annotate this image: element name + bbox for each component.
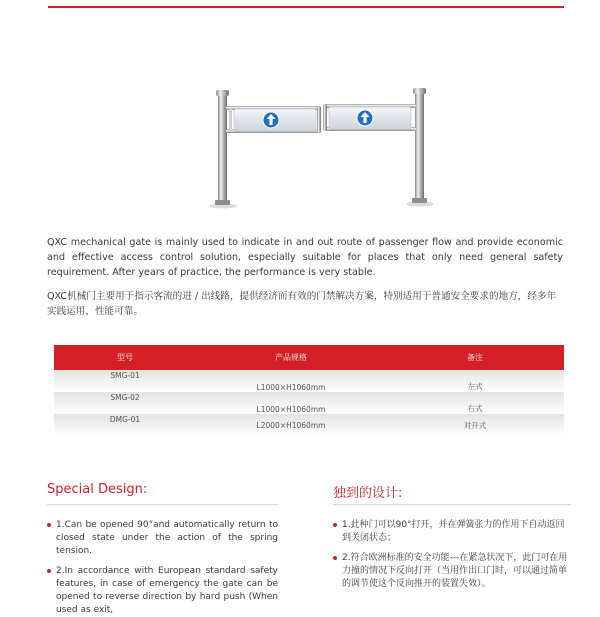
list-item xyxy=(342,519,572,545)
feature-text-cn: 1.此种门可以90°打开，并在弹簧张力的作用下自动返回到关闭状态； xyxy=(342,520,565,543)
bullet-icon xyxy=(47,523,51,527)
special-design-title-en: Special Design: xyxy=(47,482,148,497)
header-note: 备注 xyxy=(386,345,564,370)
table-cell-spec: L1000×H1060mm xyxy=(196,370,386,392)
list-item xyxy=(56,565,278,617)
up-arrow-icon xyxy=(263,112,279,128)
special-design-title-cn: 独到的设计: xyxy=(333,486,403,501)
table-row xyxy=(54,414,564,436)
table-cell-model: SMG-02 xyxy=(54,392,196,414)
intro-english-paragraph: QXC mechanical gate is mainly used to indicate in and out route of passenger flow and provide economic and effective access control solution, especially suitable for places that only need general safety requirement. After years of practice, the performance is very stable. xyxy=(47,237,563,278)
table-header-row xyxy=(54,345,564,370)
table-cell-spec: L1000×H1060mm xyxy=(196,392,386,414)
bullet-icon xyxy=(333,523,337,527)
table-row xyxy=(54,392,564,414)
header-spec: 产品规格 xyxy=(196,345,386,370)
bullet-icon xyxy=(333,556,337,560)
table-cell-note: 左式 xyxy=(386,370,564,392)
mechanical-gate-image xyxy=(196,84,436,214)
table-cell-model: SMG-01 xyxy=(54,370,196,392)
list-item xyxy=(342,552,572,591)
list-item xyxy=(56,519,278,558)
intro-chinese-paragraph: QXC机械门主要用于指示客流的进 / 出线路，提供经济而有效的门禁解决方案，特别适用于普通安全要求的地方，经多年实践运用，性能可靠。 xyxy=(47,291,557,317)
feature-text-en: 2.In accordance with European standard safety features, in case of emergency the gate can be opened to reverse direction by hard push (When used as exit, xyxy=(56,566,278,615)
divider xyxy=(47,504,279,505)
top-accent-bar xyxy=(48,6,564,8)
feature-text-cn: 2.符合欧洲标准的安全功能---在紧急状况下，此门可在用力撞的情况下反向打开（当用作出口门时，可以通过简单的调节使这个反向推开的装置失效）。 xyxy=(342,553,568,589)
header-model: 型号 xyxy=(54,345,196,370)
bullet-icon xyxy=(47,569,51,573)
table-cell-note: 对开式 xyxy=(386,414,564,436)
feature-text-en: 1.Can be opened 90°and automatically return to closed state under the action of the spring tension. xyxy=(56,520,278,556)
table-cell-note: 右式 xyxy=(386,392,564,414)
spec-table xyxy=(54,345,564,436)
table-cell-model: DMG-01 xyxy=(54,414,196,436)
up-arrow-icon xyxy=(357,110,373,126)
divider xyxy=(333,504,571,505)
table-cell-spec: L2000×H1060mm xyxy=(196,414,386,436)
table-row xyxy=(54,370,564,392)
